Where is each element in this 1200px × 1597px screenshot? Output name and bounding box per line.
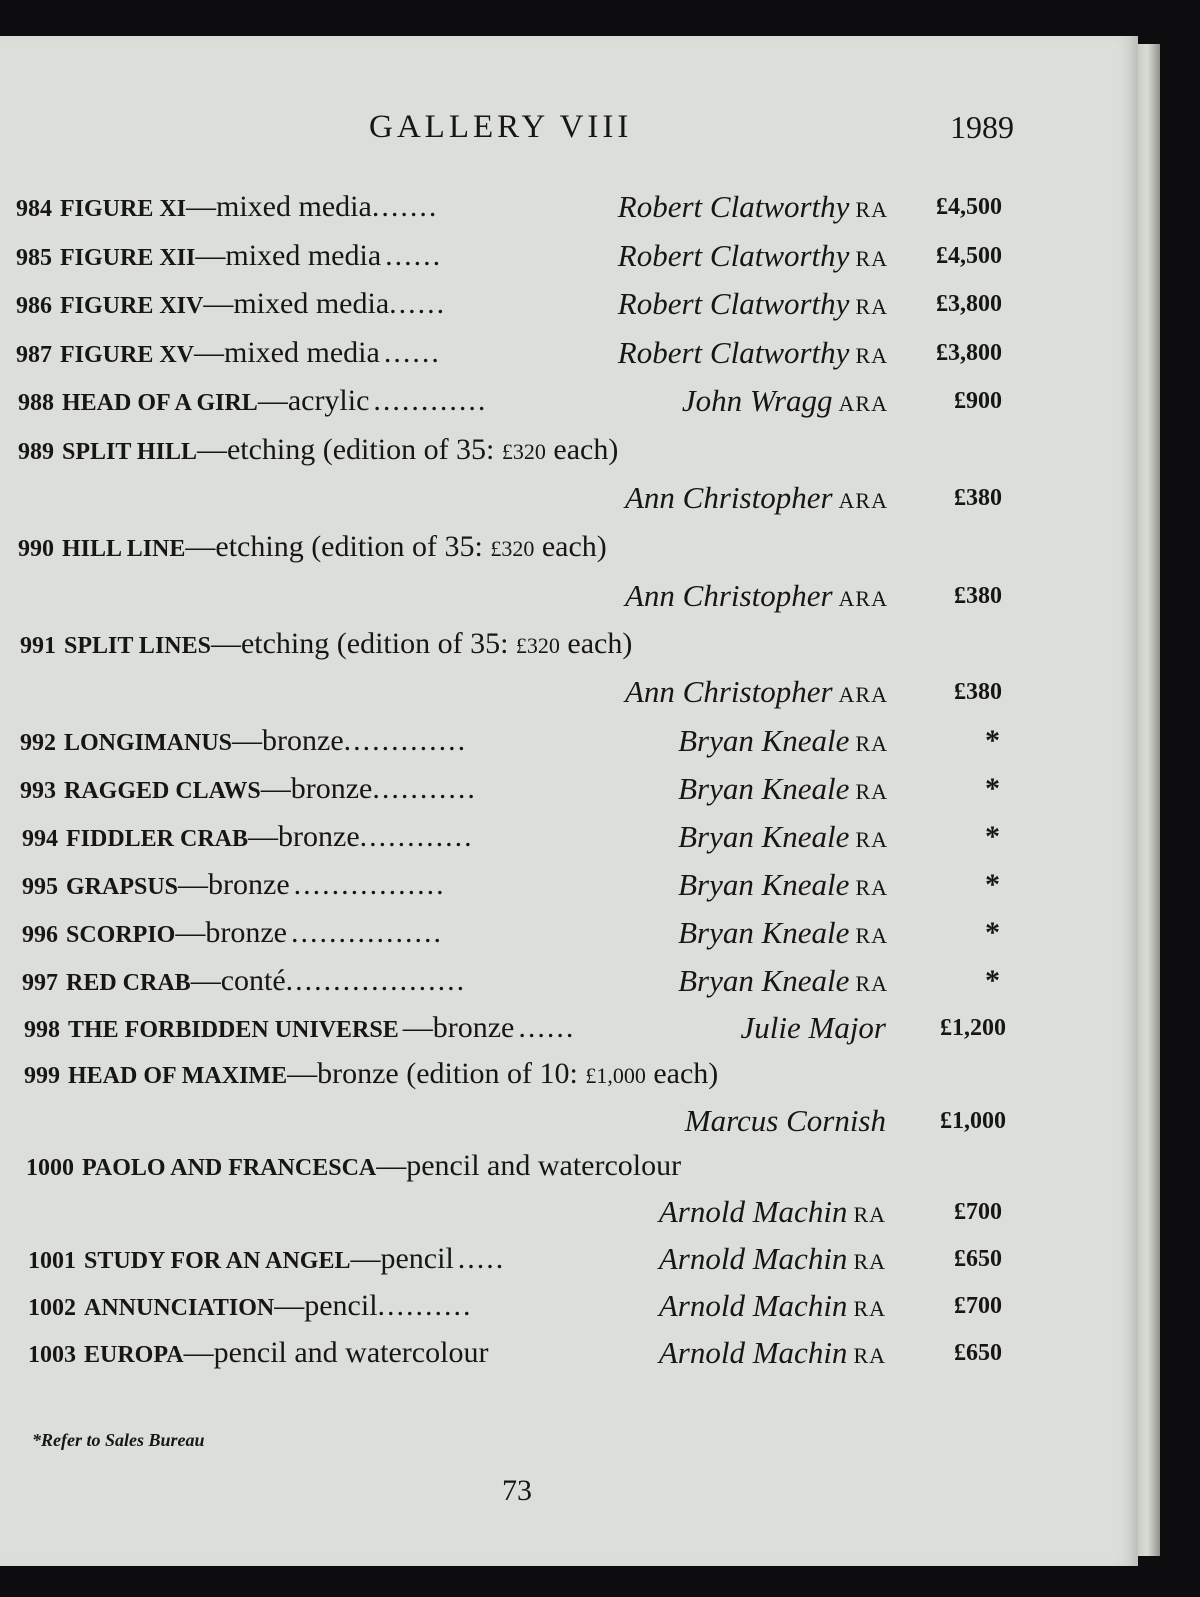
entry-title: HEAD OF MAXIME: [68, 1063, 288, 1089]
refer-to-sales-marker: *: [985, 916, 1000, 949]
entry-price: £700: [954, 1293, 1002, 1319]
gallery-title: GALLERY VIII: [369, 109, 633, 145]
refer-to-sales-marker: *: [985, 724, 1000, 757]
entry-number: 995: [22, 874, 58, 900]
entry-title: HILL LINE: [62, 536, 186, 562]
catalogue-entry-continued: [24, 1101, 1008, 1141]
entry-title: PAOLO AND FRANCESCA: [82, 1155, 377, 1181]
entry-title: FIGURE XIV: [60, 293, 204, 319]
entry-medium: bronze: [278, 820, 360, 853]
page-edge: [1138, 44, 1160, 1556]
entry-title: GRAPSUS: [66, 874, 179, 900]
entry-artist: Arnold Machin: [658, 1335, 848, 1370]
catalogue-entry: 989 SPLIT HILL—etching (edition of 35: £320 each): [18, 433, 619, 466]
entry-price: £700: [954, 1199, 1002, 1225]
entry-medium: etching (edition of 35:: [226, 433, 502, 466]
entry-artist: Ann Christopher: [625, 480, 833, 515]
catalogue-entry: 1003 EUROPA—pencil and watercolour Arnold Machin RA £650: [28, 1333, 1008, 1373]
catalogue-entry: 985 FIGURE XII—mixed media ...... Robert Clatworthy RA £4,500: [16, 236, 1006, 276]
entry-title: SPLIT LINES: [64, 633, 211, 659]
entry-artist: Robert Clatworthy: [617, 238, 850, 273]
catalogue-entry: 986 FIGURE XIV—mixed media...... Robert Clatworthy RA £3,800: [16, 284, 1006, 324]
entry-artist: Arnold Machin: [658, 1241, 848, 1276]
entry-title: SPLIT HILL: [62, 439, 197, 465]
entry-number: 1000: [26, 1155, 74, 1181]
entry-number: 1001: [28, 1248, 76, 1274]
entry-title: HEAD OF A GIRL: [62, 390, 258, 416]
entry-title: FIDDLER CRAB: [66, 826, 249, 852]
edition-price: £320: [501, 439, 546, 464]
catalogue-entry: 992 LONGIMANUS—bronze............. Bryan Kneale RA *: [20, 721, 1006, 761]
edition-price: £320: [490, 536, 535, 561]
edition-price: £1,000: [585, 1063, 646, 1088]
entry-title: FIGURE XV: [60, 342, 195, 368]
entry-number: 1002: [28, 1295, 76, 1321]
entry-medium: mixed media: [225, 239, 382, 272]
entry-artist: Bryan Kneale: [678, 867, 850, 902]
entry-price: £1,200: [940, 1015, 1006, 1041]
entry-title: FIGURE XII: [60, 245, 196, 271]
catalogue-entry: 987 FIGURE XV—mixed media ...... Robert Clatworthy RA £3,800: [16, 333, 1006, 373]
entry-medium: mixed media: [233, 287, 390, 320]
entry-title: EUROPA: [84, 1342, 184, 1368]
entry-price: £3,800: [936, 291, 1002, 317]
entry-number: 988: [18, 390, 54, 416]
entry-medium: bronze: [432, 1011, 515, 1044]
entry-medium: pencil: [304, 1289, 378, 1322]
catalogue-entry: 1002 ANNUNCIATION—pencil.......... Arnold Machin RA £700: [28, 1286, 1008, 1326]
entry-title: RAGGED CLAWS: [64, 778, 261, 804]
entry-artist: Robert Clatworthy: [617, 189, 850, 224]
entry-number: 984: [16, 196, 52, 222]
entry-price: £3,800: [936, 340, 1002, 366]
entry-artist: Bryan Kneale: [678, 771, 850, 806]
entry-title: SCORPIO: [66, 922, 176, 948]
entry-medium: bronze (edition of 10:: [317, 1057, 586, 1090]
entry-price: £380: [954, 583, 1002, 609]
catalogue-entry: 995 GRAPSUS—bronze ................ Bryan Kneale RA *: [22, 865, 1006, 905]
entry-title: RED CRAB: [66, 970, 191, 996]
entry-price: £900: [954, 388, 1002, 414]
entry-number: 998: [24, 1017, 60, 1043]
refer-to-sales-marker: *: [985, 772, 1000, 805]
entry-number: 996: [22, 922, 58, 948]
catalogue-entry-continued: Ann Christopher ARA £380: [20, 672, 1006, 712]
entry-price: £650: [954, 1340, 1002, 1366]
catalogue-entry-continued: Ann Christopher ARA £380: [18, 576, 1006, 616]
catalogue-entry: 993 RAGGED CLAWS—bronze........... Bryan Kneale RA *: [20, 769, 1006, 809]
entry-artist: Bryan Kneale: [678, 915, 850, 950]
entry-artist: Robert Clatworthy: [617, 286, 850, 321]
entry-medium: bronze: [290, 772, 373, 805]
entry-medium: conté: [220, 964, 286, 997]
catalogue-entry: 991 SPLIT LINES—etching (edition of 35: £320 each): [20, 627, 633, 660]
entry-medium: bronze: [205, 916, 287, 949]
entry-artist: Arnold Machin: [658, 1288, 848, 1323]
entry-medium: acrylic: [287, 384, 370, 417]
entry-medium: mixed media: [216, 190, 372, 223]
entry-number: 989: [18, 439, 54, 465]
entry-artist: Ann Christopher: [625, 578, 833, 613]
entry-number: 991: [20, 633, 56, 659]
entry-medium: etching (edition of 35:: [240, 627, 516, 660]
refer-to-sales-marker: *: [985, 868, 1000, 901]
entry-artist: Arnold Machin: [658, 1194, 848, 1229]
entry-number: 999: [24, 1063, 60, 1089]
entry-medium: pencil and watercolour: [213, 1336, 489, 1369]
page-number: 73: [502, 1474, 532, 1507]
catalogue-entry: 984 FIGURE XI—mixed media....... Robert Clatworthy RA £4,500: [16, 187, 1006, 227]
entry-number: 994: [22, 826, 58, 852]
entry-price: £1,000: [940, 1108, 1006, 1134]
catalogue-entry: 1001 STUDY FOR AN ANGEL—pencil ..... Arnold Machin RA £650: [28, 1239, 1008, 1279]
edition-price: £320: [515, 633, 560, 658]
entry-artist: Robert Clatworthy: [617, 335, 850, 370]
entry-artist: Julie Major: [740, 1010, 886, 1045]
entry-artist: Ann Christopher: [625, 674, 833, 709]
entry-medium: pencil and watercolour: [406, 1149, 682, 1182]
catalogue-entry: 990 HILL LINE—etching (edition of 35: £320 each): [18, 530, 607, 563]
catalogue-entry: 999 HEAD OF MAXIME—bronze (edition of 10: £1,000 each): [24, 1057, 719, 1090]
entry-medium: mixed media: [224, 336, 380, 369]
catalogue-entry: 996 SCORPIO—bronze ................ Bryan Kneale RA *: [22, 913, 1006, 953]
entry-number: 992: [20, 730, 56, 756]
entry-medium: bronze: [208, 868, 290, 901]
entry-price: £4,500: [936, 194, 1002, 220]
entry-title: THE FORBIDDEN UNIVERSE: [68, 1017, 399, 1043]
entry-number: 990: [18, 536, 54, 562]
entry-title: LONGIMANUS: [64, 730, 233, 756]
entry-price: £4,500: [936, 243, 1002, 269]
catalogue-entry-continued: Arnold Machin RA £700: [26, 1192, 1008, 1232]
entry-artist: Bryan Kneale: [678, 723, 850, 758]
catalogue-entry: 997 RED CRAB—conté................... Bryan Kneale RA *: [22, 961, 1006, 1001]
entry-artist: Bryan Kneale: [678, 819, 850, 854]
year: 1989: [950, 109, 1014, 145]
entry-artist: Marcus Cornish: [684, 1103, 886, 1138]
refer-to-sales-marker: *: [985, 820, 1000, 853]
entry-title: ANNUNCIATION: [84, 1295, 275, 1321]
entry-title: FIGURE XI: [60, 196, 187, 222]
entry-price: £380: [954, 485, 1002, 511]
catalogue-entry: 1000 PAOLO AND FRANCESCA—pencil and watercolour: [26, 1149, 682, 1182]
entry-number: 986: [16, 293, 52, 319]
catalogue-entry: 994 FIDDLER CRAB—bronze............ Bryan Kneale RA *: [22, 817, 1006, 857]
entry-medium: bronze: [262, 724, 344, 757]
entry-price: £380: [954, 679, 1002, 705]
catalogue-entry: 988 HEAD OF A GIRL—acrylic ............ John Wragg ARA £900: [18, 381, 1006, 421]
entry-medium: etching (edition of 35:: [215, 530, 491, 563]
entry-number: 1003: [28, 1342, 76, 1368]
catalogue-entry: 998 THE FORBIDDEN UNIVERSE —bronze ...... Julie Major £1,200: [24, 1008, 1008, 1048]
entry-title: STUDY FOR AN ANGEL: [84, 1248, 351, 1274]
entry-medium: pencil: [380, 1242, 454, 1275]
refer-to-sales-marker: *: [985, 964, 1000, 997]
entry-artist: John Wragg: [681, 383, 833, 418]
entry-number: 993: [20, 778, 56, 804]
catalogue-entry-continued: Ann Christopher ARA £380: [18, 478, 1006, 518]
entry-price: £650: [954, 1246, 1002, 1272]
entry-number: 997: [22, 970, 58, 996]
entry-number: 985: [16, 245, 52, 271]
entry-number: 987: [16, 342, 52, 368]
entry-artist: Bryan Kneale: [678, 963, 850, 998]
footnote: *Refer to Sales Bureau: [32, 1430, 205, 1450]
